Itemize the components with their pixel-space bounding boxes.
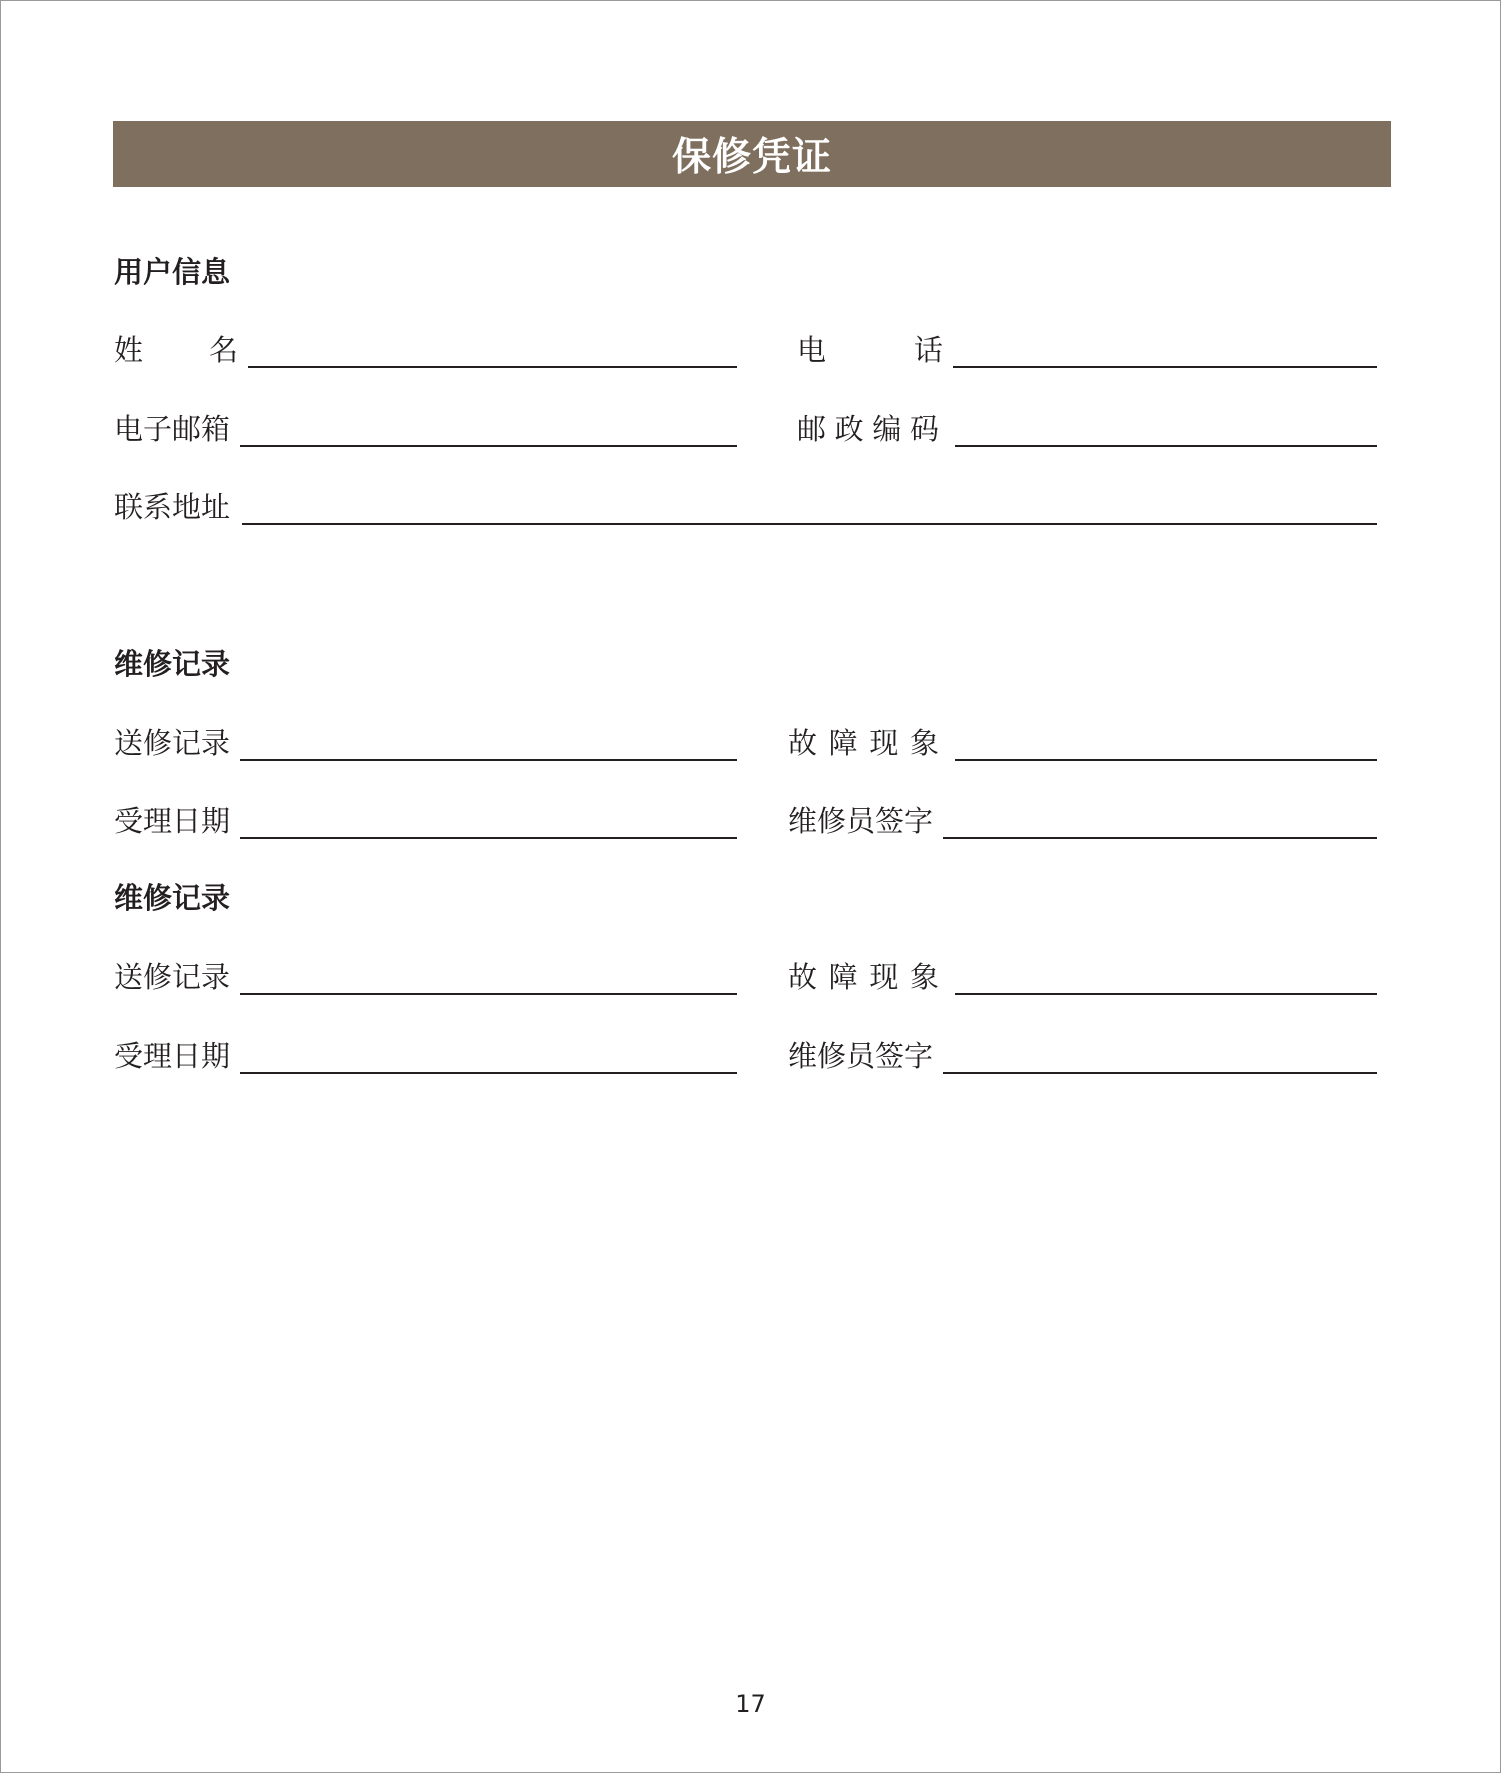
name-input-line[interactable] xyxy=(248,365,737,368)
signature-field[interactable] xyxy=(788,1031,1377,1071)
fault-label-char: 现 xyxy=(869,726,899,760)
signature-input-line[interactable] xyxy=(943,836,1377,839)
phone-input-line[interactable] xyxy=(953,365,1377,368)
fault-input-line[interactable] xyxy=(955,992,1377,995)
date-field[interactable] xyxy=(114,1031,737,1071)
send-record-label: 送修记录 xyxy=(114,726,231,760)
fault-label-char: 现 xyxy=(869,960,899,994)
title-bar xyxy=(113,121,1391,187)
page-number: 17 xyxy=(735,1690,766,1718)
postcode-label-char: 码 xyxy=(909,412,939,446)
signature-input-line[interactable] xyxy=(943,1071,1377,1074)
postcode-field[interactable] xyxy=(797,404,1377,444)
email-field[interactable] xyxy=(114,404,737,444)
send-record-input-line[interactable] xyxy=(240,992,737,995)
user-info-heading: 用户信息 xyxy=(114,255,231,289)
fault-label xyxy=(788,960,939,994)
postcode-label-char: 政 xyxy=(834,412,864,446)
address-label: 联系地址 xyxy=(114,490,231,524)
fault-label-char: 象 xyxy=(909,960,939,994)
send-record-label: 送修记录 xyxy=(114,960,231,994)
name-label-char: 名 xyxy=(208,333,238,367)
send-record-input-line[interactable] xyxy=(240,758,737,761)
fault-field[interactable] xyxy=(788,718,1377,758)
date-label: 受理日期 xyxy=(114,1039,231,1073)
page-title: 保修凭证 xyxy=(671,135,832,180)
repair-record-heading: 维修记录 xyxy=(114,647,231,681)
fault-label-char: 障 xyxy=(828,726,858,760)
address-input-line[interactable] xyxy=(242,522,1377,525)
repair-record-heading: 维修记录 xyxy=(114,881,231,915)
phone-label xyxy=(797,333,943,367)
fault-input-line[interactable] xyxy=(955,758,1377,761)
fault-label xyxy=(788,726,939,760)
name-label xyxy=(114,333,238,367)
signature-label: 维修员签字 xyxy=(788,1039,934,1073)
postcode-label xyxy=(797,412,939,446)
fault-label-char: 障 xyxy=(828,960,858,994)
email-input-line[interactable] xyxy=(240,444,737,447)
name-label-char: 姓 xyxy=(114,333,144,367)
send-record-field[interactable] xyxy=(114,952,737,992)
name-field[interactable] xyxy=(114,325,737,365)
phone-label-char: 话 xyxy=(913,333,943,367)
email-label: 电子邮箱 xyxy=(114,412,231,446)
postcode-input-line[interactable] xyxy=(955,444,1377,447)
date-field[interactable] xyxy=(114,796,737,836)
fault-label-char: 故 xyxy=(788,960,818,994)
postcode-label-char: 邮 xyxy=(797,412,827,446)
signature-label: 维修员签字 xyxy=(788,804,934,838)
send-record-field[interactable] xyxy=(114,718,737,758)
address-field[interactable] xyxy=(114,482,1377,522)
phone-field[interactable] xyxy=(797,325,1377,365)
date-label: 受理日期 xyxy=(114,804,231,838)
postcode-label-char: 编 xyxy=(872,412,902,446)
date-input-line[interactable] xyxy=(240,836,737,839)
fault-field[interactable] xyxy=(788,952,1377,992)
date-input-line[interactable] xyxy=(240,1071,737,1074)
fault-label-char: 象 xyxy=(909,726,939,760)
fault-label-char: 故 xyxy=(788,726,818,760)
signature-field[interactable] xyxy=(788,796,1377,836)
phone-label-char: 电 xyxy=(797,333,827,367)
